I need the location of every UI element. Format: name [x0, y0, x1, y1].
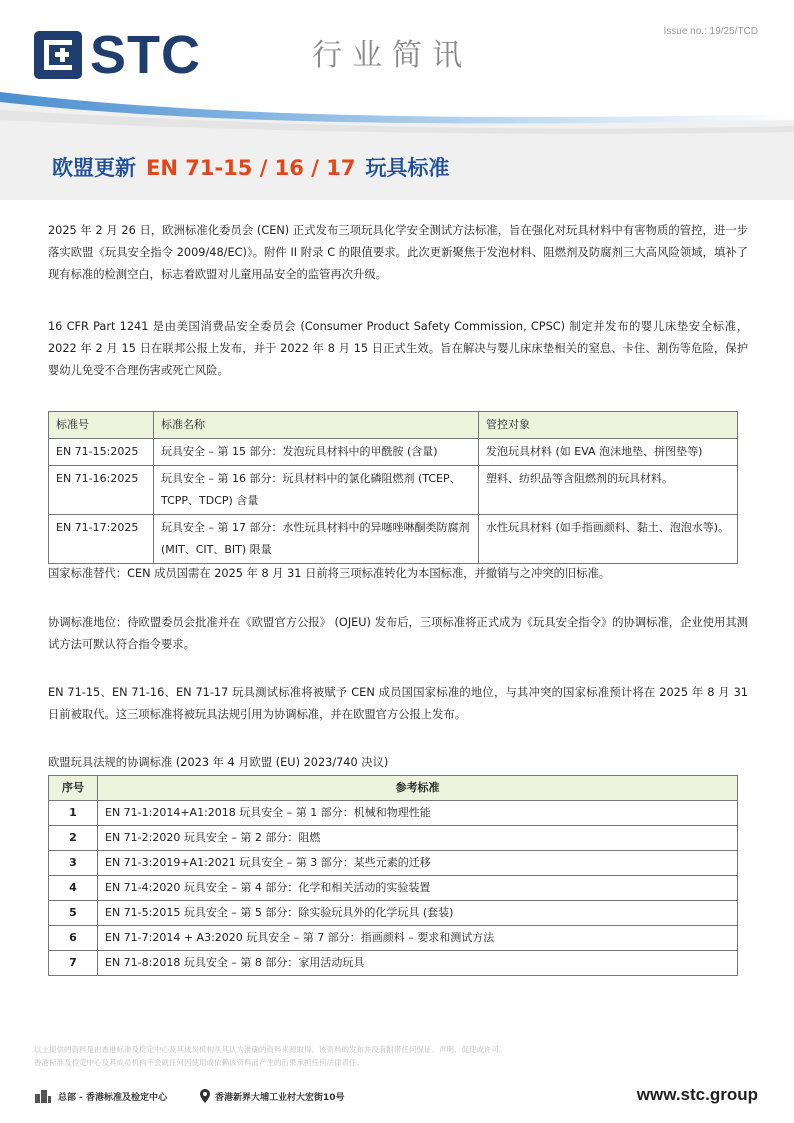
headquarters-label: 总部 - 香港标准及检定中心 [58, 1092, 168, 1103]
row-number: 2 [49, 826, 98, 851]
section-title: 行业简讯 [312, 38, 472, 73]
header-swoosh-banner [0, 92, 794, 204]
issue-number: Issue no.: 19/25/TCD [663, 26, 758, 37]
stc-logo-mark [34, 31, 82, 79]
table-cell: EN 71-2:2020 玩具安全 – 第 2 部分：阻燃 [98, 826, 738, 851]
paragraph-national-replacement: 国家标准替代：CEN 成员国需在 2025 年 8 月 31 日前将三项标准转化为本国标准，并撤销与之冲突的旧标准。 [48, 567, 611, 580]
table-row [49, 901, 738, 926]
column-header: 参考标准 [98, 776, 738, 801]
paragraph-harmonised-status: 协调标准地位：待欧盟委员会批准并在《欧盟官方公报》 (OJEU) 发布后，三项标准将正式成为《玩具安全指令》的协调标准，企业使用其测试方法可默认符合指令要求。 [48, 616, 748, 651]
row-number: 7 [49, 951, 98, 976]
row-number: 1 [49, 801, 98, 826]
paragraph-cpsc: 16 CFR Part 1241 是由美国消费品安全委员会 (Consumer Product Safety Commission, CPSC) 制定并发布的婴儿床垫安全标准，2022 年 2 月 15 日在联邦公报上发布，并于 2022 年 8 月 15 日正式生效。旨在解决与婴儿床床垫相关的窒息、卡住、割伤等危险，保护婴幼儿免受不合理伤害或死亡风险。 [48, 320, 748, 377]
table-cell: 玩具安全 – 第 15 部分：发泡玩具材料中的甲酰胺 (含量) [154, 439, 479, 466]
paragraph-table-caption: 欧盟玩具法规的协调标准 (2023 年 4 月欧盟 (EU) 2023/740 决议) [48, 756, 389, 769]
column-header: 标准号 [49, 412, 154, 439]
headline-suffix: 玩具标准 [365, 156, 450, 180]
row-number: 4 [49, 876, 98, 901]
footer-address [200, 1089, 345, 1103]
logo-text: STC [90, 25, 201, 85]
table-cell: EN 71-3:2019+A1:2021 玩具安全 – 第 3 部分：某些元素的迁移 [98, 851, 738, 876]
disclaimer-line: 以上提供的资料是由香港标准及检定中心及其成员机构从其认为准确的资料来源取得。该资料的发布并没有附带任何保证、声明、促使或许可。 [34, 1045, 507, 1054]
table-row [49, 826, 738, 851]
stc-logo [34, 25, 201, 85]
table-row [49, 876, 738, 901]
table-cell: EN 71-1:2014+A1:2018 玩具安全 – 第 1 部分：机械和物理性能 [98, 801, 738, 826]
table-cell: 玩具安全 – 第 16 部分：玩具材料中的氯化磷阻燃剂 (TCEP、TCPP、TDCP) 含量 [154, 466, 479, 515]
table-row [49, 801, 738, 826]
table-row [49, 851, 738, 876]
standards-table [48, 411, 738, 564]
column-header: 管控对象 [479, 412, 738, 439]
footer-headquarters [34, 1089, 167, 1103]
paragraph-standard-adoption: EN 71-15、EN 71-16、EN 71-17 玩具测试标准将被赋予 CEN 成员国国家标准的地位，与其冲突的国家标准预计将在 2025 年 8 月 31 日前被取代。这三项标准将被玩具法规引用为协调标准，并在欧盟官方公报上发布。 [48, 686, 748, 721]
table-cell: EN 71-8:2018 玩具安全 – 第 8 部分：家用活动玩具 [98, 951, 738, 976]
table-cell: EN 71-5:2015 玩具安全 – 第 5 部分：除实验玩具外的化学玩具 (套装) [98, 901, 738, 926]
table-cell: EN 71-17:2025 [49, 515, 154, 564]
table-cell: EN 71-4:2020 玩具安全 – 第 4 部分：化学和相关活动的实验装置 [98, 876, 738, 901]
table-row [49, 515, 738, 564]
table-row [49, 926, 738, 951]
table-row [49, 439, 738, 466]
table-cell: EN 71-7:2014 + A3:2020 玩具安全 – 第 7 部分：指画颜料 – 要求和测试方法 [98, 926, 738, 951]
table-header-row [49, 776, 738, 801]
table-row [49, 466, 738, 515]
table-cell: 玩具安全 – 第 17 部分：水性玩具材料中的异噻唑啉酮类防腐剂 (MIT、CIT、BIT) 限量 [154, 515, 479, 564]
table-cell: 水性玩具材料 (如手指画颜料、黏土、泡泡水等)。 [479, 515, 738, 564]
table-row [49, 951, 738, 976]
website-link[interactable]: www.stc.group [636, 1085, 758, 1104]
table-header-row [49, 412, 738, 439]
table-cell: 塑料、纺织品等含阻燃剂的玩具材料。 [479, 466, 738, 515]
disclaimer [34, 1043, 764, 1069]
address-label: 香港新界大埔工业村大宏街10号 [215, 1092, 345, 1103]
row-number: 5 [49, 901, 98, 926]
row-number: 3 [49, 851, 98, 876]
location-pin-icon [200, 1089, 210, 1103]
table-cell: EN 71-15:2025 [49, 439, 154, 466]
column-header: 标准名称 [154, 412, 479, 439]
article-headline [52, 152, 449, 182]
table-cell: EN 71-16:2025 [49, 466, 154, 515]
building-icon [34, 1089, 52, 1103]
paragraph-intro: 2025 年 2 月 26 日，欧洲标准化委员会 (CEN) 正式发布三项玩具化学安全测试方法标准，旨在强化对玩具材料中有害物质的管控，进一步落实欧盟《玩具安全指令 2009/48/EC)》。附件 II 附录 C 的限值要求。此次更新聚焦于发泡材料、阻燃剂及防腐剂三大高风险领域，填补了现有标准的检测空白，标志着欧盟对儿童用品安全的监管再次升级。 [48, 224, 748, 281]
disclaimer-line: 香港标准及检定中心及其成员机构不会就任何因使用或依赖该资料而产生的后果承担任何法律责任。 [34, 1058, 364, 1067]
harmonised-standards-table [48, 775, 738, 976]
table-cell: 发泡玩具材料 (如 EVA 泡沫地垫、拼图垫等) [479, 439, 738, 466]
column-header: 序号 [49, 776, 98, 801]
headline-highlight: EN 71-15 / 16 / 17 [146, 156, 356, 180]
row-number: 6 [49, 926, 98, 951]
headline-prefix: 欧盟更新 [52, 156, 136, 180]
